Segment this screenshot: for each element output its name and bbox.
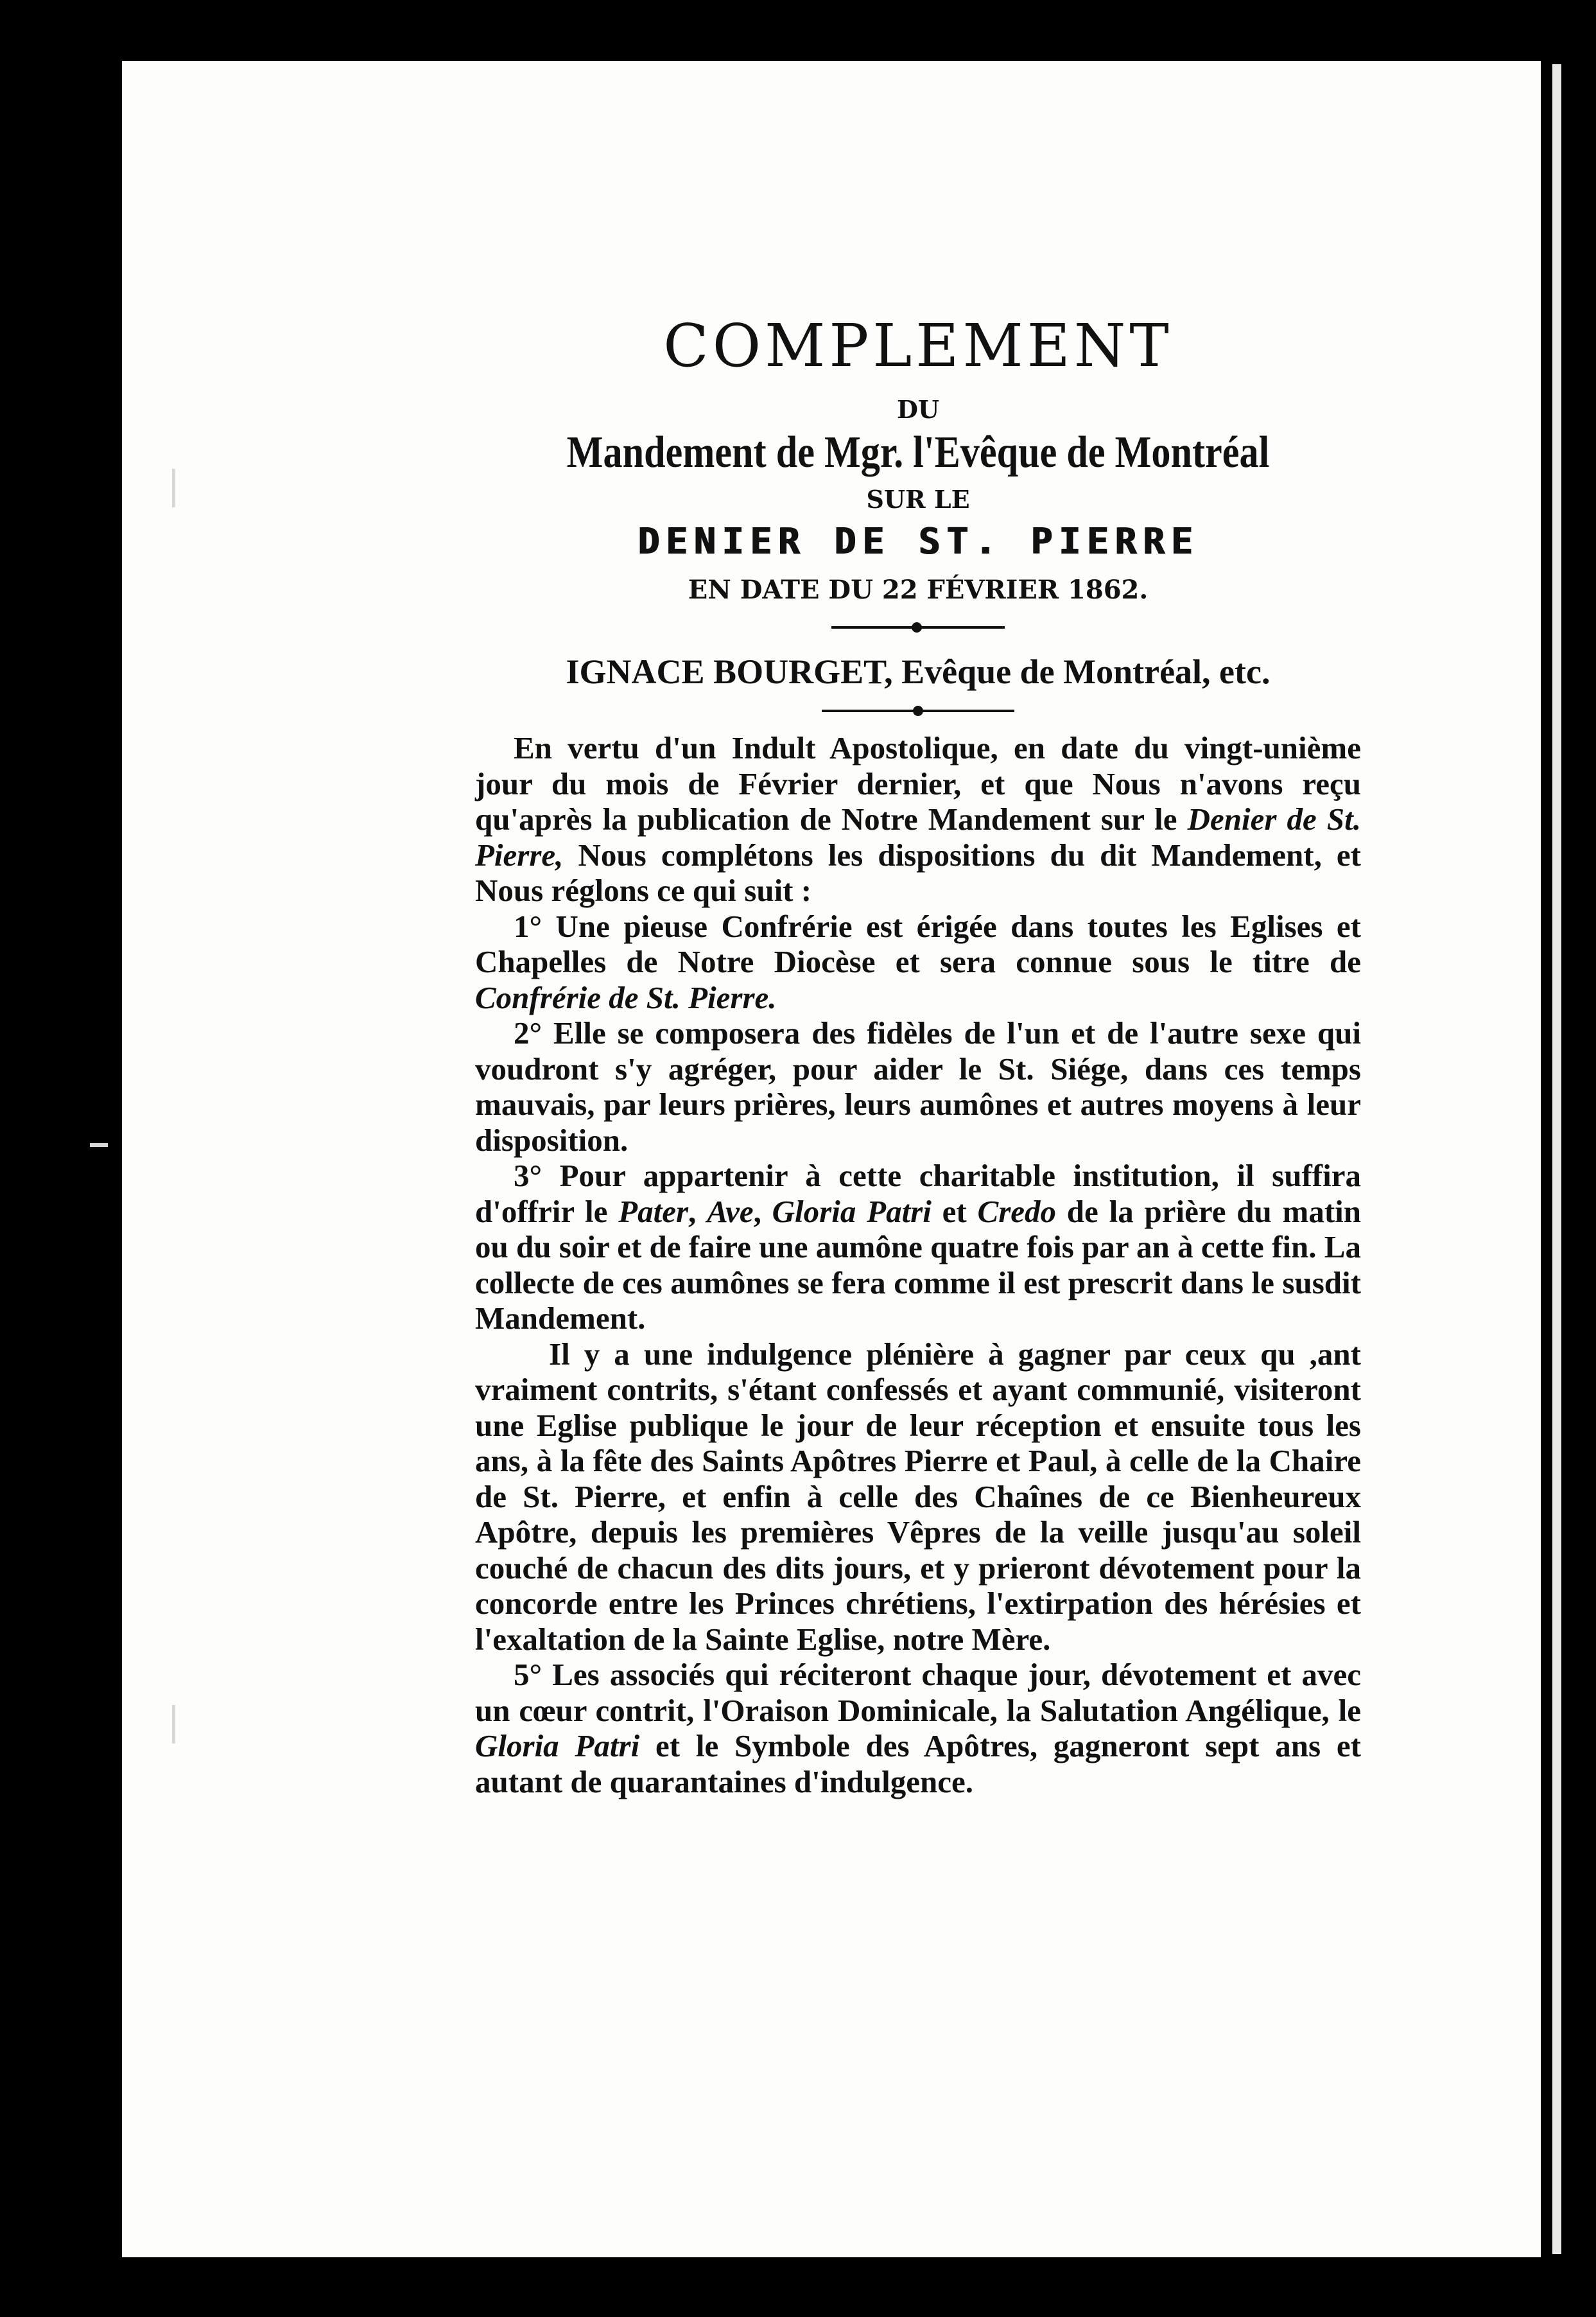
document-page [122,61,1541,2257]
paragraph-1-text: 1° Une pieuse Confrérie est érigée dans toutes les Eglises et Chapelles de Notre Diocèse et sera connue sous le titre de [475,908,1361,979]
document-sur-le: SUR LE [866,485,970,514]
scan-margin-mark [172,469,175,507]
paragraph-3-sep-1: , [688,1193,707,1229]
paragraph-5-italic: Gloria Patri [475,1728,640,1763]
document-date: EN DATE DU 22 FÉVRIER 1862. [688,575,1149,605]
document-denier-heading: DENIER DE ST. PIERRE [637,521,1199,563]
paragraph-1-italic: Confrérie de St. Pierre. [475,979,777,1015]
paragraph-3-sep-2: , [753,1193,772,1229]
page-edge-shadow [1552,64,1561,2254]
ornamental-rule-dot-top [912,622,922,633]
paragraph-3-italic-gloria: Gloria Patri [772,1193,932,1229]
ornamental-rule-dot-bottom [913,706,923,716]
paragraph-1 [475,909,1361,1016]
paragraph-5-text-a: 5° Les associés qui réciteront chaque jour, dévotement et avec un cœur contrit, l'Oraison Dominicale, la Salutation Angélique, le [475,1657,1361,1728]
document-title: COMPLEMENT [663,311,1173,380]
paragraph-intro [475,730,1361,909]
paragraph-3-italic-ave: Ave [707,1193,754,1229]
paragraph-2: 2° Elle se composera des fidèles de l'un et de l'autre sexe qui voudront s'y agréger, pour aider le St. Siége, dans ces temps mauvais, par leurs prières, leurs aumônes et autres moyens à leur disposition. [475,1015,1361,1158]
paragraph-5-text-b: et le Symbole des Apôtres, gagneront sept ans et autant de quarantaines d'indulgence. [475,1728,1361,1799]
paragraph-3 [475,1158,1361,1336]
paragraph-intro-text-b: Nous complétons les dispositions du dit Mandement, et Nous réglons ce qui suit : [475,837,1361,908]
paragraph-5 [475,1657,1361,1799]
scan-margin-mark [90,1143,108,1147]
paragraph-3-text-b: de la prière du matin ou du soir et de faire une aumône quatre fois par an à cette fin. La collecte de ces aumônes se fera comme il est prescrit dans le susdit Mandement. [475,1193,1362,1336]
document-author: IGNACE BOURGET, Evêque de Montréal, etc. [566,652,1271,691]
paragraph-intro-italic: Denier de St. Pierre, [475,801,1361,873]
document-body [475,730,1361,1799]
paragraph-3-sep-3: et [931,1193,978,1229]
paragraph-intro-text-a: En vertu d'un Indult Apostolique, en date du vingt-unième jour du mois de Février dernier, et que Nous n'avons reçu qu'après la publication de Notre Mandement sur le [475,730,1361,837]
paragraph-3-text-a: 3° Pour appartenir à cette charitable institution, il suffira d'offrir le [475,1158,1361,1229]
paragraph-3-italic-credo: Credo [977,1193,1057,1229]
document-subtitle: Mandement de Mgr. l'Evêque de Montréal [566,428,1270,477]
paragraph-4: Il y a une indulgence plénière à gagner par ceux qu ,ant vraiment contrits, s'étant confessés et ayant communié, visiteront une Eglise publique le jour de leur réception et ensuite tous les ans, à la fête des Saints Apôtres Pierre et Paul, à celle de la Chaire de St. Pierre, et enfin à celle des Chaînes de ce Bienheureux Apôtre, depuis les premières Vêpres de la veille jusqu'au soleil couché de chacun des dits jours, et y prieront dévotement pour la concorde entre les Princes chrétiens, l'extirpation des hérésies et l'exaltation de la Sainte Eglise, notre Mère. [475,1336,1361,1657]
paragraph-3-italic-pater: Pater [618,1193,689,1229]
document-du: DU [896,395,940,424]
scan-margin-mark [172,1705,175,1744]
